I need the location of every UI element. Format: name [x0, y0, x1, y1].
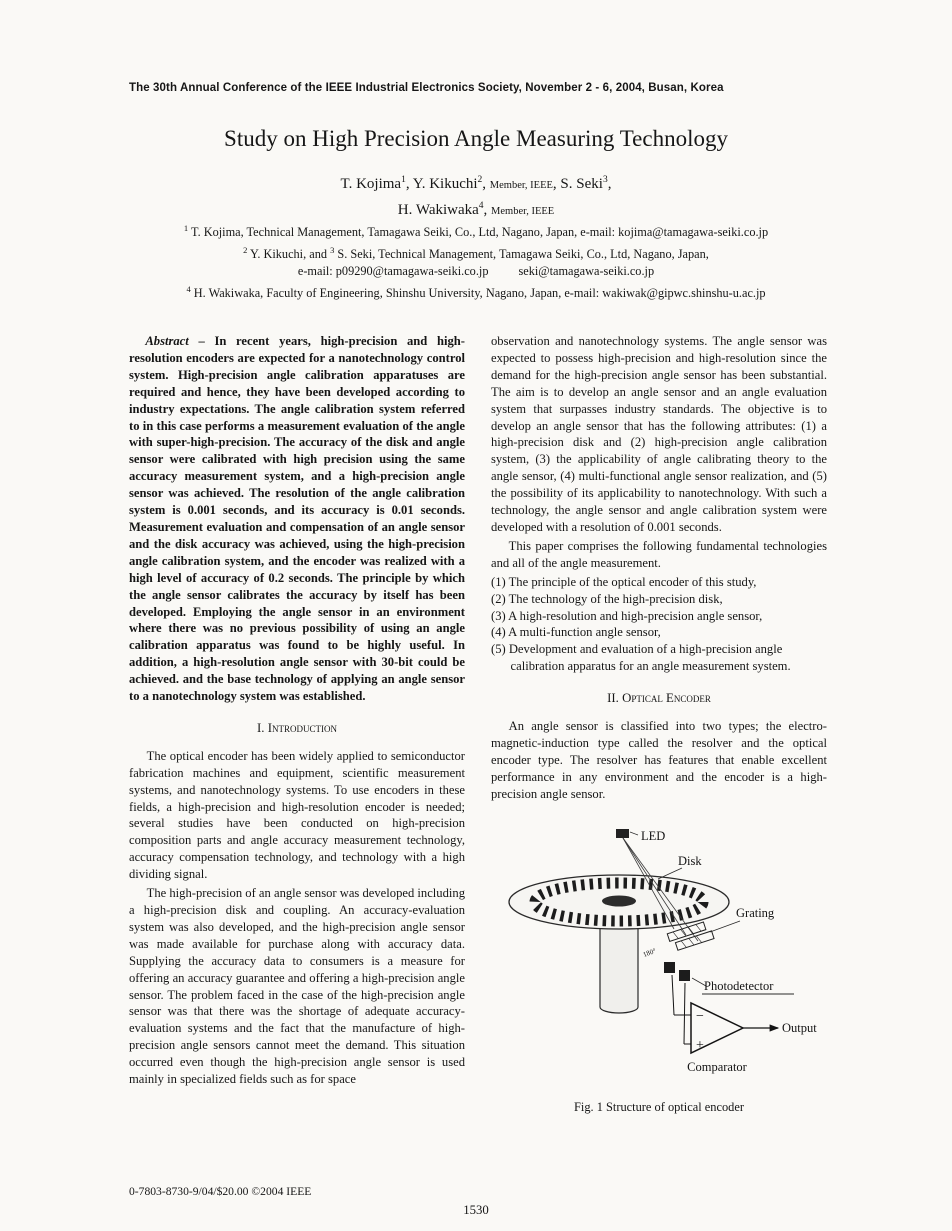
intro-paragraph-2: The high-precision of an angle sensor was developed including a high-precision disk and coupling. An accuracy-evaluation system was also developed, and the high-precision angle sensor was made available for purchase along with accuracy data. Supplying the accuracy data to consumers is a measure for offering an accuracy guarantee and offering a high-precision angle sensor. The problem faced in the case of the high-precision angle sensor was that there was the shortage of adequate accuracy-evaluation systems and the fact that the manufacture of high-precision angle sensors cannot meet the demand. This situation occurred even though the high-precision angle sensor is used mainly in specialized fields such as for space — [129, 886, 465, 1087]
author-2-membership: Member, IEEE — [489, 180, 553, 191]
figure-1-caption: Fig. 1 Structure of optical encoder — [574, 1100, 744, 1115]
author-4-superscript: 4 — [478, 201, 484, 211]
figure-1 — [491, 817, 827, 1117]
email-2: seki@tamagawa-seiki.co.jp — [518, 264, 655, 279]
grating-leader-line — [710, 921, 740, 932]
conference-header: The 30th Annual Conference of the IEEE Industrial Electronics Society, November 2 - 6, 2004, Busan, Korea — [129, 82, 724, 94]
email-1: e-mail: p09290@tamagawa-seiki.co.jp — [297, 264, 489, 279]
list-item-3: (3) A high-resolution and high-precision angle sensor, — [491, 608, 763, 623]
list-item-5: (5) Development and evaluation of a high-precision angle calibration apparatus for an angle measurement system. — [491, 642, 791, 674]
author-line-2: H. Wakiwaka$^4$, Member, IEEE — [397, 201, 555, 218]
right-column — [491, 333, 827, 1116]
encoder-paragraph-1: An angle sensor is classified into two types; the electro-magnetic-induction type called the resolver and the optical encoder type. The resolver has features that enable excellent performance in any environment and the encoder is a high-precision angle sensor. — [491, 719, 827, 801]
comparator-label: Comparator — [687, 1059, 747, 1074]
output-label: Output — [782, 1020, 817, 1035]
disk-shape — [509, 875, 729, 929]
intro-paragraph-3: This paper comprises the following fundamental technologies and all of the angle measurement. — [491, 538, 827, 570]
author-line-1: T. Kojima$^1$, Y. Kikuchi$^2$, Member, IEEE, S. Seki$^3$, — [340, 175, 612, 192]
contributions-list — [491, 574, 827, 675]
list-item-2: (2) The technology of the high-precision disk, — [491, 591, 723, 606]
disk-label: Disk — [678, 853, 702, 868]
copyright-notice: 0-7803-8730-9/04/$20.00 ©2004 IEEE — [129, 1185, 312, 1198]
affiliation-block — [0, 220, 952, 302]
left-column — [129, 333, 465, 1116]
abstract-text: In recent years, high-precision and high-resolution encoders are expected for a nanotechnology control system. High-precision angle calibration apparatuses are required and hence, they have been developed according to industry expectations. The angle calibration system referred to in this case performs a measurement evaluation of the angle with super-high-precision. The accuracy of the disk and angle sensor were calibrated with high precision using the same accuracy measurement system, and a high-precision angle sensor was achieved. The resolution of the angle calibration system is 0.001 seconds, and its accuracy is 0.01 seconds. Measurement evaluation and compensation of an angle sensor and the disk accuracy was achieved, using the high-precision angle calibration system, and the encoder was realized with a high level of accuracy of 0.2 seconds. The principle by which the angle sensor calibrates the accuracy by itself has been developed. Employing the angle sensor in an environment where there was no previous possibility of using an angle calibration apparatus was found to be highly useful. In addition, a high-resolution angle sensor with 30-bit could be achieved. and the base technology of applying an angle sensor to a nanotechnology system was established. — [129, 334, 465, 704]
author-3-superscript: 3 — [602, 175, 608, 185]
author-block — [0, 170, 952, 222]
author-4-name: H. Wakiwaka — [397, 202, 479, 218]
intro-paragraph-1: The optical encoder has been widely applied to semiconductor fabrication machines and equipment, scientific measurement systems, and nanotechnology systems. To use encoders in these fields, a high-precision and high-resolution encoder is needed; several studies have been conducted on high-precision composition parts and angle accuracy measurement technology, accuracy compensation technology, and technology with a high dividing signal. — [129, 748, 465, 882]
comparator-plus-input: + — [696, 1037, 704, 1053]
photodetector-symbol — [664, 962, 690, 981]
abstract-dash: – — [188, 334, 215, 348]
author-1-superscript: 1 — [401, 175, 406, 185]
comparator-minus-input: − — [696, 1008, 704, 1024]
led-label: LED — [641, 828, 666, 843]
two-column-body — [129, 333, 827, 1116]
grating-label: Grating — [736, 905, 775, 920]
list-item-4: (4) A multi-function angle sensor, — [491, 625, 661, 640]
abstract-label: Abstract — [145, 334, 189, 348]
optical-encoder-diagram — [494, 817, 824, 1085]
affiliation-line-3 — [0, 263, 952, 281]
photodetector-label: Photodetector — [704, 978, 774, 993]
page-number: 1530 — [463, 1203, 489, 1217]
author-3-name: S. Seki — [560, 176, 603, 192]
phase-angle-180: 180° — [641, 946, 658, 959]
author-2-superscript: 2 — [477, 175, 483, 185]
abstract — [129, 333, 465, 705]
affiliation-line-4: $^4$ H. Wakiwaka, Faculty of Engineering, Shinshu University, Nagano, Japan, e-mail: wakiwak@gipwc.shinshu-u.ac.jp — [186, 283, 766, 300]
intro-paragraph-2-continued: observation and nanotechnology systems. The angle sensor was expected to possess high-precision and high-resolution since the demand for the high-precision angle sensor has been substantial. The aim is to develop an angle sensor and an angle evaluation system that surpasses industry standards. The objective is to develop an angle sensor that has the following attributes: (1) a high-precision disk and (2) high-precision angle calibration system, (3) the applicability of angle calibrating theory to the angle sensor, (4) multi-functional angle sensor realization, and (5) the possibility of its applicability to nanotechnology. With such a technology, the angle sensor and angle calibration system were developed with a resolution of 0.001 seconds. — [491, 334, 827, 534]
author-1-name: T. Kojima — [340, 176, 402, 192]
author-4-membership: Member, IEEE — [491, 206, 555, 217]
affiliation-line-1: $^1$ T. Kojima, Technical Management, Tamagawa Seiki, Co., Ltd, Nagano, Japan, e-mail: kojima@tamagawa-seiki.co.jp — [183, 223, 769, 240]
list-item-1: (1) The principle of the optical encoder of this study, — [491, 574, 757, 589]
author-2-name: Y. Kikuchi — [412, 176, 478, 192]
led-leader-line — [630, 832, 638, 835]
affiliation-line-2: $^2$ Y. Kikuchi, and $^3$ S. Seki, Technical Management, Tamagawa Seiki, Co., Ltd, Nagano, Japan, — [243, 244, 709, 261]
section-heading-introduction: I. Introduction — [257, 720, 337, 735]
paper-title: Study on High Precision Angle Measuring Technology — [224, 126, 728, 151]
section-heading-optical-encoder: II. Optical Encoder — [607, 691, 711, 706]
